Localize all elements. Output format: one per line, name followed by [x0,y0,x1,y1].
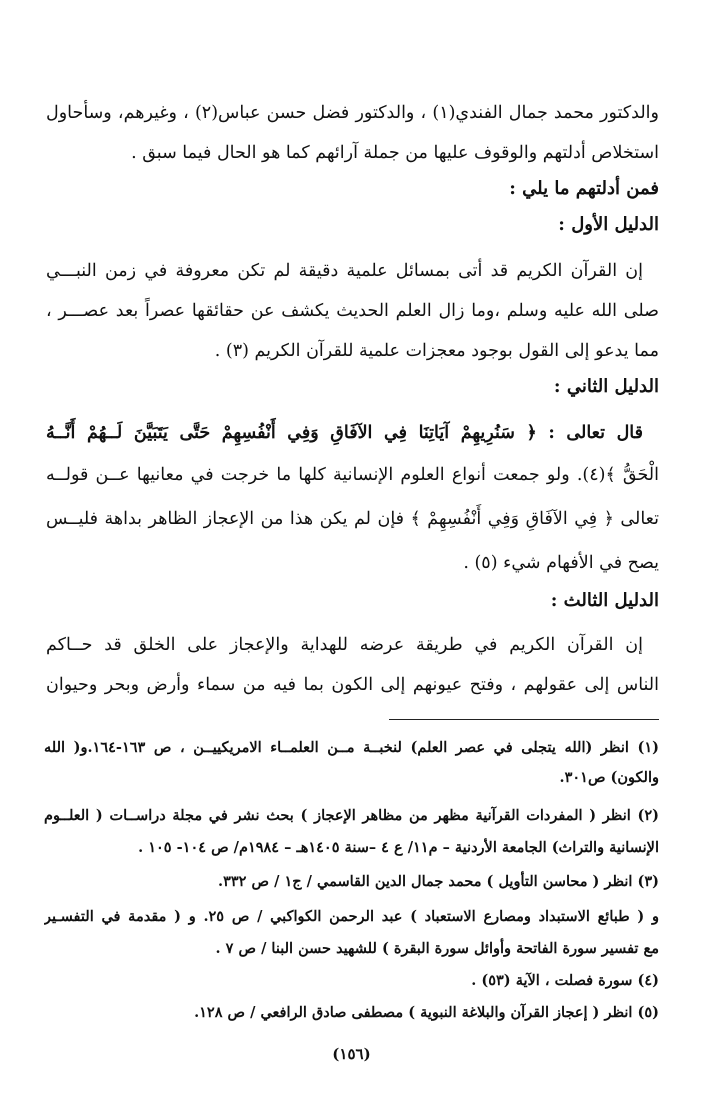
second-evidence-line-3: تعالى ﴿ فِي الآفَاقِ وَفِي أَنْفُسِهِمْ ﴾ فإن لم يكن هذا من الإعجاز الظاهر بداهة فليــس [46,509,659,529]
third-evidence-line-1: إن القرآن الكريم في طريقة عرضه للهداية والإعجاز على الخلق قد حــاكم [46,635,643,655]
footnote-3-line-1: (٣) انظر ( محاسن التأويل ) محمد جمال الدين القاسمي / ج١ / ص ٣٣٢. [218,873,659,890]
footnote-divider [389,719,659,720]
first-evidence-line-2: صلى الله عليه وسلم ،وما زال العلم الحديث يكشف عن حقائقها عصراً بعد عصـــر ، [46,301,659,321]
first-evidence-line-3: مما يدعو إلى القول بوجود معجزات علمية للقرآن الكريم (٣) . [214,341,659,361]
body-line-1: والدكتور محمد جمال الفندي(١) ، والدكتور فضل حسن عباس(٢) ، وغيرهم، وسأحاول [46,103,659,123]
footnote-2-line-2: الإنسانية والتراث) الجامعة الأردنية – م١١/ ع ٤ –سنة ١٤٠٥هـ – ١٩٨٤م/ ص ١٠٤- ١٠٥ . [138,839,659,856]
second-evidence-line-4: يصح في الأفهام شيء (٥) . [463,553,659,573]
body-line-2: استخلاص أدلتهم والوقوف عليها من جملة آرائهم كما هو الحال فيما سبق . [131,143,659,163]
heading-first-evidence: الدليل الأول : [558,214,659,235]
heading-third-evidence: الدليل الثالث : [550,590,659,611]
heading-evidence: فمن أدلتهم ما يلي : [509,178,659,199]
footnote-1-line-1: (١) انظر (الله يتجلى في عصر العلم) لنخبــة مــن العلمــاء الامريكييــن ، ص ١٦٣-١٦٤.و( الله [44,739,659,756]
footnote-5: (٥) انظر ( إعجاز القرآن والبلاغة النبوية ) مصطفى صادق الرافعي / ص ١٢٨. [194,1004,659,1021]
heading-second-evidence: الدليل الثاني : [553,376,659,397]
footnote-4: (٤) سورة فصلت ، الآية (٥٣) . [471,972,659,989]
first-evidence-line-1: إن القرآن الكريم قد أتى بمسائل علمية دقيقة لم تكن معروفة في زمن النبـــي [46,261,643,281]
page-number: (١٥٦) [332,1045,371,1063]
second-evidence-line-2: الْحَقُّ ﴾(٤). ولو جمعت أنواع العلوم الإنسانية كلها ما خرجت في معانيها عــن قولــه [46,465,659,485]
footnote-3-line-2: و ( طبائع الاستبداد ومصارع الاستعباد ) عبد الرحمن الكواكبي / ص ٢٥. و ( مقدمة في التفسـير [44,908,659,925]
third-evidence-line-2: الناس إلى عقولهم ، وفتح عيونهم إلى الكون بما فيه من سماء وأرض وبحر وحيوان [46,675,659,695]
footnote-1-line-2: والكون) ص٣٠١. [559,769,659,786]
footnote-2-line-1: (٢) انظر ( المفردات القرآنية مظهر من مظاهر الإعجاز ) بحث نشر في مجلة دراســات ( العلــوم [44,807,659,824]
footnote-3-line-3: مع تفسير سورة الفاتحة وأوائل سورة البقرة ) للشهيد حسن البنا / ص ٧ . [215,940,659,957]
second-evidence-line-1: قال تعالى : ﴿ سَنُرِيهِمْ آيَاتِنَا فِي الآفَاقِ وَفِي أَنْفُسِهِمْ حَتَّى يَتَبَيَّنَ لَــهُمْ أَنَّــهُ [46,423,643,443]
